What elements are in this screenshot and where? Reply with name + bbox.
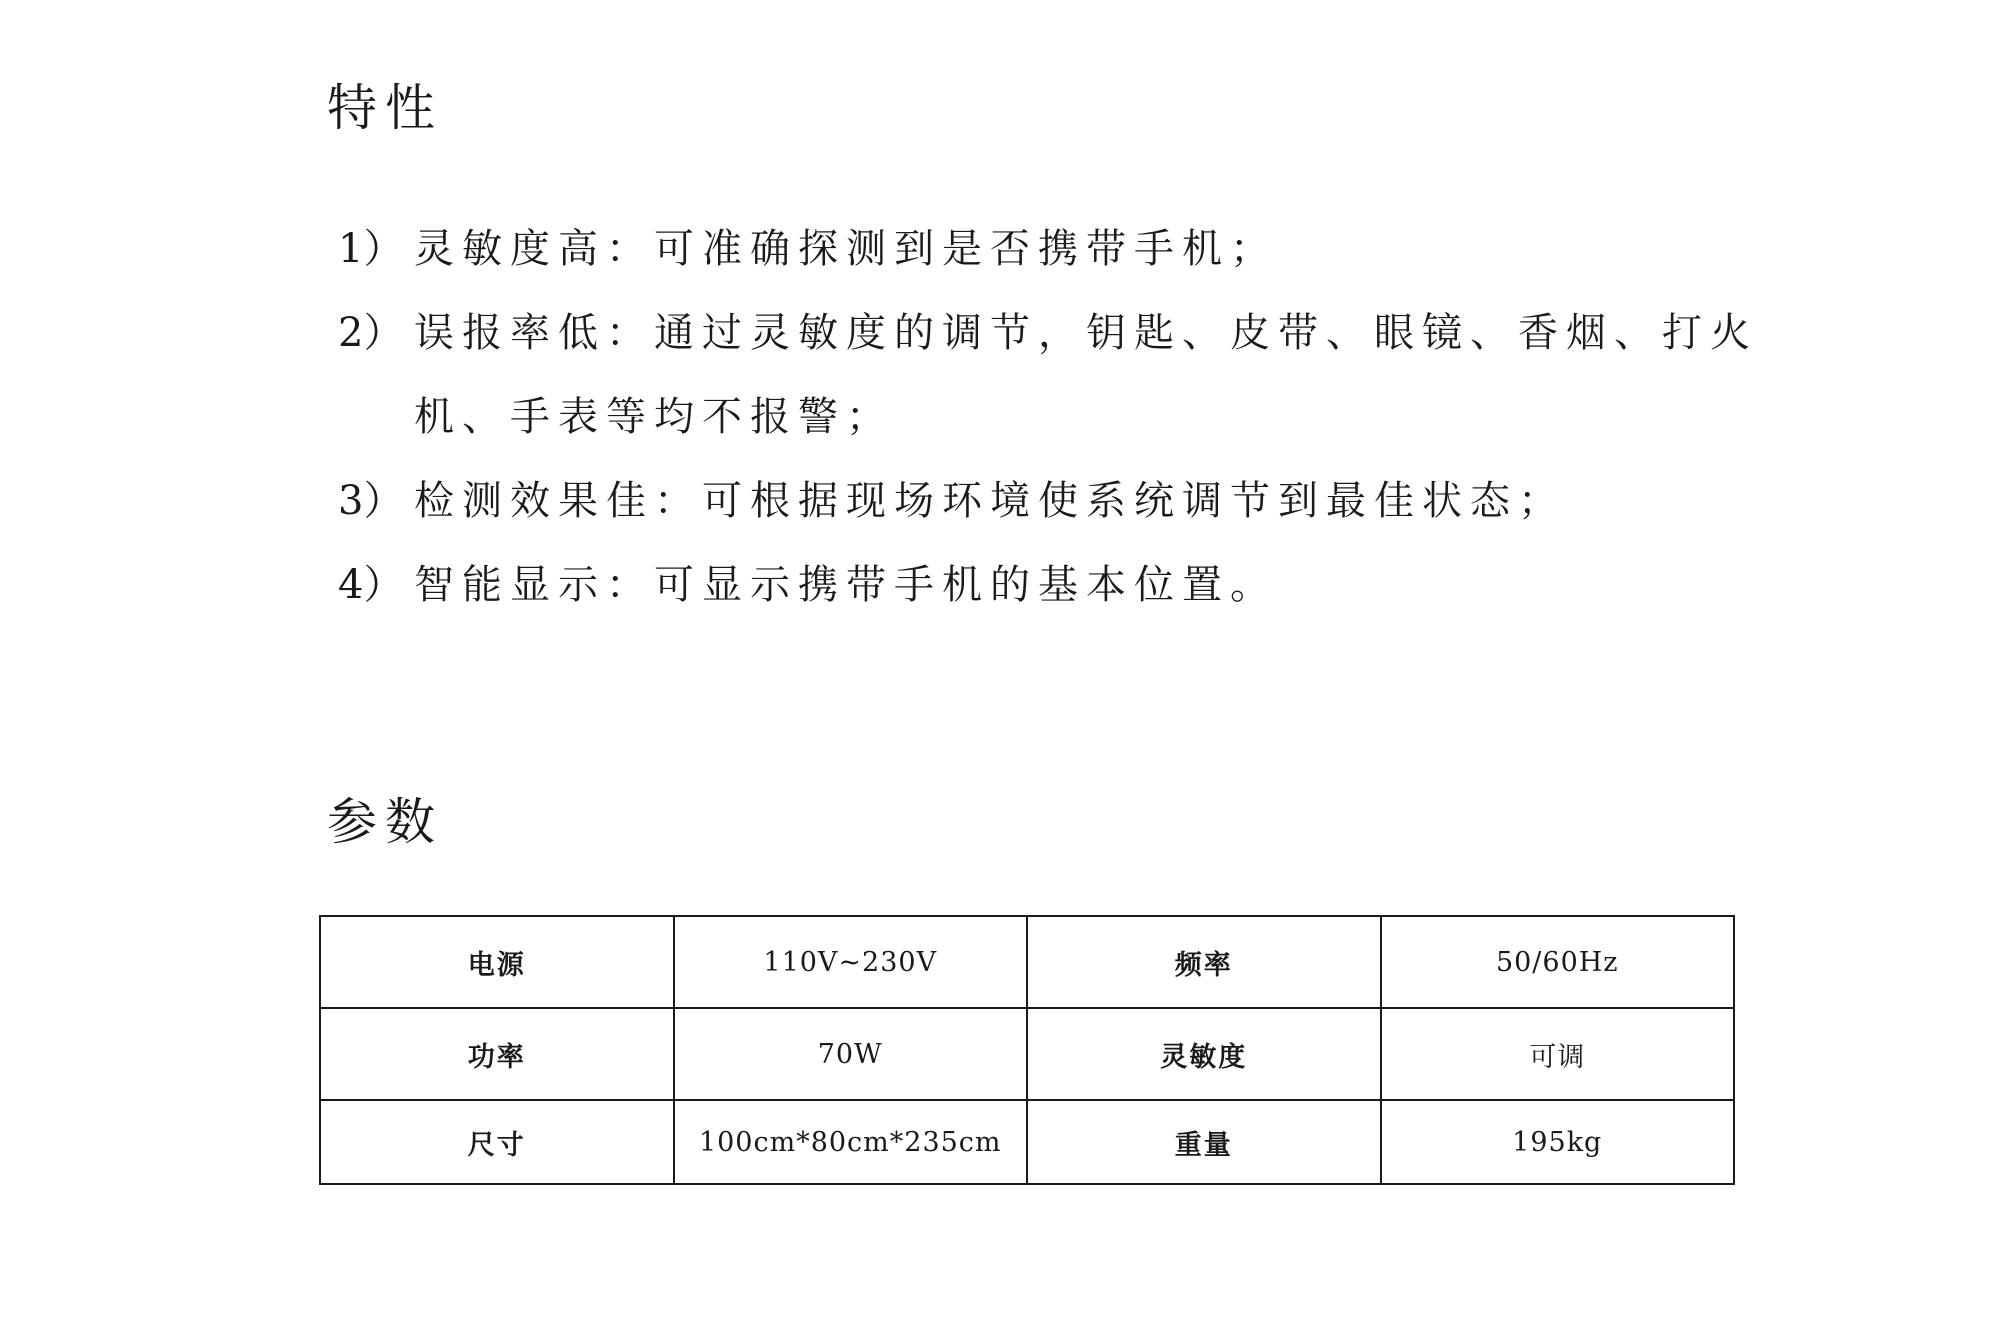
param-value: 195kg	[1381, 1100, 1735, 1184]
feature-number: 4）	[338, 562, 404, 608]
feature-number: 2）	[338, 310, 404, 356]
feature-item-4	[338, 543, 1758, 627]
param-value: 可调	[1381, 1008, 1735, 1100]
feature-text: 智能显示：可显示携带手机的基本位置。	[414, 562, 1278, 608]
feature-item-1	[338, 207, 1758, 291]
param-label: 频率	[1027, 916, 1381, 1008]
param-value: 110V~230V	[674, 916, 1028, 1008]
feature-text: 检测效果佳：可根据现场环境使系统调节到最佳状态；	[414, 478, 1566, 524]
params-table	[319, 915, 1735, 1185]
param-label: 电源	[320, 916, 674, 1008]
param-value: 50/60Hz	[1381, 916, 1735, 1008]
feature-list	[338, 207, 1758, 627]
param-label: 灵敏度	[1027, 1008, 1381, 1100]
feature-item-3	[338, 459, 1758, 543]
params-row-power-supply	[320, 916, 1734, 1008]
param-value: 70W	[674, 1008, 1028, 1100]
feature-text: 误报率低：通过灵敏度的调节，钥匙、皮带、眼镜、香烟、打火机、手表等均不报警；	[414, 310, 1758, 440]
params-heading: 参数	[327, 793, 443, 851]
feature-number: 1）	[338, 226, 404, 272]
feature-number: 3）	[338, 478, 404, 524]
feature-text: 灵敏度高：可准确探测到是否携带手机；	[414, 226, 1278, 272]
param-value: 100cm*80cm*235cm	[674, 1100, 1028, 1184]
param-label: 尺寸	[320, 1100, 674, 1184]
params-row-size	[320, 1100, 1734, 1184]
param-label: 功率	[320, 1008, 674, 1100]
param-label: 重量	[1027, 1100, 1381, 1184]
params-row-power	[320, 1008, 1734, 1100]
features-heading: 特性	[327, 79, 443, 137]
feature-item-2	[338, 291, 1758, 459]
